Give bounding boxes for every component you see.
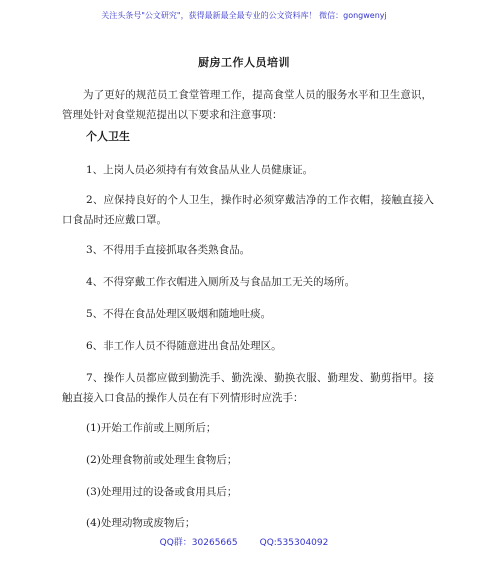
header-banner: 关注头条号"公文研究"，获得最新最全最专业的公文资料库！ 微信：gongwenyj bbox=[101, 11, 387, 20]
list-item: 3、不得用手直接抓取各类熟食品。 bbox=[86, 244, 251, 256]
list-item: (1)开始工作前或上厕所后； bbox=[86, 422, 217, 434]
list-item: 1、上岗人员必须持有有效食品从业人员健康证。 bbox=[86, 164, 314, 176]
list-item: 6、非工作人员不得随意进出食品处理区。 bbox=[86, 340, 282, 352]
list-item: (2)处理食物前或处理生食物后； bbox=[86, 454, 238, 466]
list-item: 4、不得穿戴工作衣帽进入厕所及与食品加工无关的场所。 bbox=[86, 276, 356, 288]
list-item: (3)处理用过的设备或食用具后； bbox=[86, 486, 238, 498]
list-item: 5、不得在食品处理区吸烟和随地吐痰。 bbox=[86, 308, 272, 320]
list-item: (4)处理动物或废物后； bbox=[86, 517, 196, 529]
footer-qq: QQ:535304092 bbox=[259, 538, 329, 548]
footer-contact bbox=[0, 535, 488, 548]
intro-paragraph: 为了更好的规范员工食堂管理工作，提高食堂人员的服务水平和卫生意识，管理处针对食堂规范提出以下要求和注意事项： bbox=[62, 89, 432, 121]
section-heading: 个人卫生 bbox=[86, 130, 130, 143]
list-item: 7、操作人员都应做到勤洗手、勤洗澡、勤换衣服、勤理发、勤剪指甲。接触直接入口食品的操作人员在有下列情形时应洗手： bbox=[62, 372, 434, 404]
document-title: 厨房工作人员培训 bbox=[198, 56, 290, 69]
footer-qq-group: QQ群：30265665 bbox=[159, 538, 238, 548]
list-item: 2、应保持良好的个人卫生，操作时必须穿戴洁净的工作衣帽，接触直接入口食品时还应戴口罩。 bbox=[62, 194, 434, 226]
